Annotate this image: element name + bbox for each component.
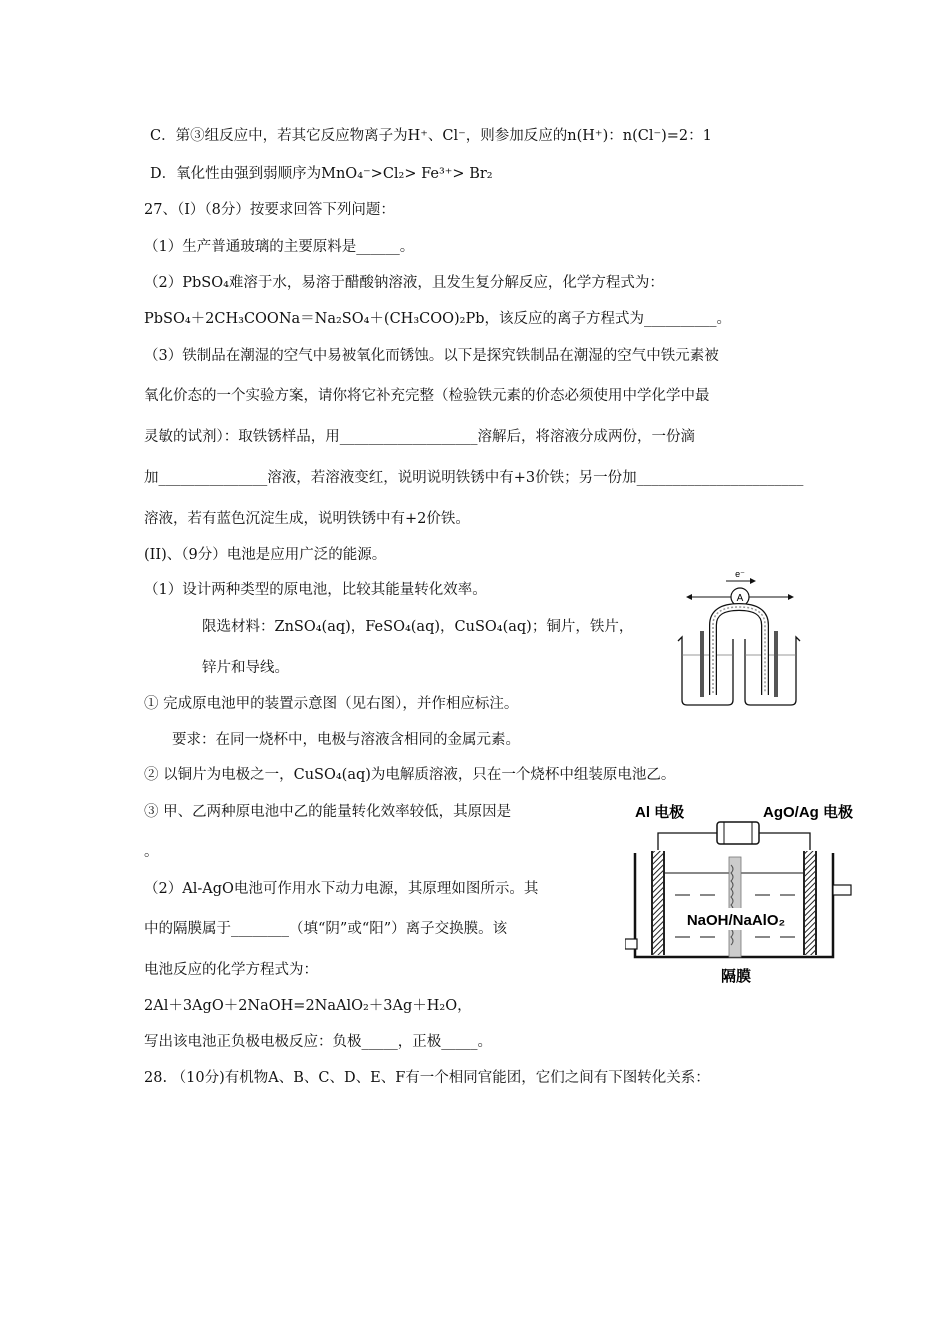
materials-line-1: 限选材料：ZnSO₄(aq)，FeSO₄(aq)，CuSO₄(aq)；铜片，铁片， [202, 619, 634, 635]
ago-electrode-label: AgO/Ag 电极 [763, 804, 853, 821]
item-3-line-2: 。 [144, 844, 159, 860]
question-27-part-1: （1）生产普通玻璃的主要原料是______。 [144, 239, 415, 255]
item-1: ① 完成原电池甲的装置示意图（见右图），并作相应标注。 [144, 696, 519, 712]
question-27-part-2-line-1: （2）PbSO₄难溶于水，易溶于醋酸钠溶液，且发生复分解反应，化学方程式为： [144, 275, 664, 291]
question-27-part-3-line-5: 溶液，若有蓝色沉淀生成，说明铁锈中有+2价铁。 [144, 511, 470, 527]
membrane-label: 隔膜 [720, 968, 752, 985]
item-3-line-1: ③ 甲、乙两种原电池中乙的能量转化效率较低，其原因是 [144, 804, 512, 820]
electron-label: e⁻ [735, 569, 745, 579]
load-icon [717, 822, 759, 844]
question-27-heading: 27、（I）（8分）按要求回答下列问题： [144, 202, 395, 218]
option-d: D．氧化性由强到弱顺序为MnO₄⁻>Cl₂> Fe³⁺> Br₂ [150, 166, 493, 182]
question-II-part-2-line-3: 电池反应的化学方程式为： [144, 962, 318, 978]
requirement: 要求：在同一烧杯中，电极与溶液含相同的金属元素。 [172, 732, 520, 748]
item-2: ② 以铜片为电极之一，CuSO₄(aq)为电解质溶液，只在一个烧杯中组装原电池乙。 [144, 767, 676, 783]
electrode-reactions: 写出该电池正负极电极反应：负极_____，正极_____。 [144, 1034, 492, 1050]
materials-line-2: 锌片和导线。 [202, 660, 289, 676]
question-II-part-2-line-1: （2）Al-AgO电池可作用水下动力电源，其原理如图所示。其 [144, 881, 539, 897]
question-27-part-3-line-2: 氧化价态的一个实验方案，请你将它补充完整（检验铁元素的价态必须使用中学化学中最 [144, 388, 710, 404]
battery-equation: 2Al＋3AgO＋2NaOH=2NaAlO₂＋3Ag＋H₂O， [144, 998, 472, 1014]
question-27-part-3-line-1: （3）铁制品在潮湿的空气中易被氧化而锈蚀。以下是探究铁制品在潮湿的空气中铁元素被 [144, 348, 719, 364]
solution-label: NaOH/NaAlO₂ [686, 912, 786, 929]
question-27-part-3-line-4: 加_______________溶液，若溶液变红，说明说明铁锈中有+3价铁；另一份加_______________________ [144, 470, 804, 486]
option-c: C．第③组反应中，若其它反应物离子为H⁺、Cl⁻，则参加反应的n(H⁺)：n(Cl⁻)=2：1 [150, 128, 712, 144]
ammeter-label: A [736, 593, 744, 604]
question-II-part-2-line-2: 中的隔膜属于________（填“阴”或“阳”）离子交换膜。该 [144, 921, 508, 937]
question-II-heading: (II)、（9分）电池是应用广泛的能源。 [144, 547, 387, 563]
question-II-part-1: （1）设计两种类型的原电池，比较其能量转化效率。 [144, 582, 487, 598]
question-27-part-3-line-3: 灵敏的试剂）：取铁锈样品，用___________________溶解后，将溶液分成两份，一份滴 [144, 429, 695, 445]
question-27-part-2-line-2: PbSO₄＋2CH₃COONa＝Na₂SO₄＋(CH₃COO)₂Pb，该反应的离子方程式为__________。 [144, 311, 732, 327]
galvanic-cell-figure [670, 565, 810, 710]
al-electrode-label: Al 电极 [635, 804, 685, 821]
membrane-icon [729, 857, 741, 957]
question-28-heading: 28. （10分)有机物A、B、C、D、E、F有一个相同官能团，它们之间有下图转化关系： [144, 1070, 710, 1086]
al-ago-battery-figure [625, 795, 870, 990]
